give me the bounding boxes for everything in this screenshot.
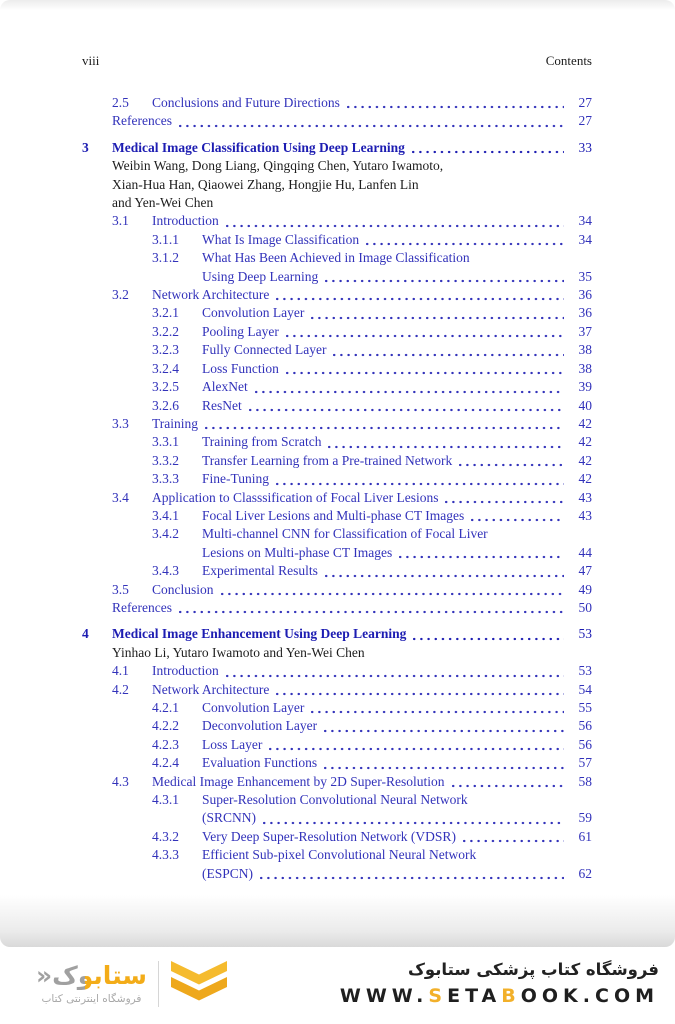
entry-title: Application to Classsification of Focal Liver Lesions [152, 489, 439, 505]
toc-row [82, 791, 592, 809]
entry-page: 47 [578, 563, 592, 579]
entry-title: Network Architecture [152, 287, 270, 303]
website-part-accent: S [428, 985, 448, 1007]
dot-leader [286, 334, 564, 338]
website-part: OOK.COM [520, 985, 659, 1007]
entry-title: Convolution Layer [202, 305, 305, 321]
dot-leader [179, 610, 564, 614]
toc-row [82, 360, 592, 378]
page-folio: viii [82, 53, 100, 68]
dot-leader [324, 729, 564, 733]
toc-row [82, 397, 592, 415]
toc-row [82, 470, 592, 488]
entry-page: 40 [578, 397, 592, 413]
toc-row [82, 507, 592, 525]
entry-title: What Has Been Achieved in Image Classification [202, 250, 470, 266]
dot-leader [325, 574, 564, 578]
entry-title: What Is Image Classification [202, 231, 360, 247]
dot-leader [347, 105, 564, 109]
entry-title: Efficient Sub-pixel Convolutional Neural Network [202, 847, 477, 863]
entry-page: 50 [578, 599, 592, 615]
entry-page: 55 [578, 700, 592, 715]
entry-number: 3 [82, 139, 89, 155]
entry-number: 3.1.1 [152, 231, 179, 247]
toc-row [82, 581, 592, 599]
entry-title: Convolution Layer [202, 700, 305, 715]
entry-number: 3.2.3 [152, 342, 179, 358]
entry-title: Medical Image Enhancement by 2D Super-Resolution [152, 773, 445, 789]
entry-title: Experimental Results [202, 563, 318, 579]
toc-row [112, 157, 592, 175]
dot-leader [463, 839, 564, 843]
toc-row [202, 268, 592, 286]
toc-row [82, 378, 592, 396]
entry-number: 3.1.2 [152, 250, 179, 266]
entry-title: Conclusions and Future Directions [152, 95, 340, 110]
toc-row [112, 599, 592, 617]
logo-wordmark-block [36, 962, 147, 1005]
entry-page: 42 [578, 415, 592, 431]
entry-page: 34 [578, 213, 592, 229]
entry-number: 3.2.4 [152, 360, 179, 376]
toc-row [82, 662, 592, 680]
entry-number: 4.2.2 [152, 718, 179, 734]
toc-row [82, 286, 592, 304]
page-header [82, 53, 592, 69]
dot-leader [324, 766, 564, 770]
dot-leader [255, 390, 564, 394]
entry-page: 43 [578, 507, 592, 523]
toc-row [82, 681, 592, 699]
toc-row [82, 304, 592, 322]
entry-title: Medical Image Classification Using Deep Learning [112, 139, 405, 155]
entry-title: Fine-Tuning [202, 471, 270, 487]
entry-number: 3.1 [112, 213, 129, 229]
dot-leader [269, 747, 564, 751]
entry-title: and Yen-Wei Chen [112, 195, 214, 211]
dot-leader [260, 876, 564, 880]
entry-page: 58 [578, 773, 592, 789]
toc-row [82, 625, 592, 643]
dot-leader [276, 297, 564, 301]
footer-store-text [340, 960, 659, 1007]
dot-leader [452, 784, 564, 788]
entry-page: 53 [578, 626, 592, 642]
store-title: فروشگاه کتاب پزشکی ستابوک [408, 960, 659, 979]
toc-row [82, 231, 592, 249]
dot-leader [413, 637, 564, 641]
entry-title: Evaluation Functions [202, 755, 318, 771]
dot-leader [325, 279, 564, 283]
entry-title: Xian-Hua Han, Qiaowei Zhang, Hongjie Hu, Lanfen Lin [112, 176, 419, 192]
entry-page: 37 [578, 323, 592, 339]
dot-leader [328, 445, 564, 449]
entry-title: Using Deep Learning [202, 268, 319, 284]
entry-page: 57 [578, 755, 592, 771]
entry-number: 3.2.1 [152, 305, 179, 321]
toc-row [82, 433, 592, 451]
entry-number: 4.2 [112, 681, 129, 697]
entry-page: 35 [578, 268, 592, 284]
toc-row [82, 562, 592, 580]
entry-number: 3.5 [112, 581, 129, 597]
toc-row [82, 699, 592, 717]
entry-title: AlexNet [202, 379, 248, 395]
page-bottom-shadow [0, 895, 675, 947]
entry-number: 3.2.6 [152, 397, 179, 413]
entry-number: 3.2 [112, 287, 129, 303]
entry-page: 53 [578, 663, 592, 679]
entry-number: 4.3.3 [152, 847, 179, 863]
entry-title: ResNet [202, 397, 242, 413]
dot-leader [276, 692, 564, 696]
entry-title: Conclusion [152, 581, 214, 597]
entry-number: 3.4.2 [152, 526, 179, 542]
toc-list [82, 94, 592, 883]
entry-page: 54 [578, 681, 592, 697]
entry-page: 61 [578, 828, 592, 844]
dot-leader [249, 408, 564, 412]
dot-leader [263, 821, 564, 825]
logo-divider [158, 961, 159, 1007]
page-top-shadow [0, 0, 675, 10]
toc-row [112, 112, 592, 130]
entry-title: Weibin Wang, Dong Liang, Qingqing Chen, Yutaro Iwamoto, [112, 158, 444, 174]
entry-page: 36 [578, 305, 592, 321]
entry-title: Pooling Layer [202, 323, 279, 339]
dot-leader [179, 124, 564, 128]
entry-number: 4.3 [112, 773, 129, 789]
entry-number: 2.5 [112, 95, 129, 110]
entry-page: 38 [578, 360, 592, 376]
toc-row [82, 212, 592, 230]
toc-row [82, 736, 592, 754]
entry-number: 3.3.2 [152, 452, 179, 468]
dot-leader [226, 674, 564, 678]
entry-title: Medical Image Enhancement Using Deep Learning [112, 626, 407, 642]
entry-title: Yinhao Li, Yutaro Iwamoto and Yen-Wei Chen [112, 644, 365, 660]
dot-leader [205, 426, 564, 430]
entry-number: 3.3 [112, 415, 129, 431]
dot-leader [471, 518, 564, 522]
toc-row [82, 773, 592, 791]
entry-number: 3.3.3 [152, 471, 179, 487]
toc-row [82, 489, 592, 507]
logo-subtitle: فروشگاه اینترنتی کتاب [41, 992, 142, 1005]
entry-title: Multi-channel CNN for Classification of Focal Liver [202, 526, 488, 542]
dot-leader [311, 316, 564, 320]
entry-number: 4.2.1 [152, 700, 179, 715]
dot-leader [399, 555, 564, 559]
toc-row [82, 139, 592, 157]
entry-number: 4.3.1 [152, 792, 179, 808]
entry-number: 3.3.1 [152, 434, 179, 450]
entry-page: 43 [578, 489, 592, 505]
entry-title: Lesions on Multi-phase CT Images [202, 544, 393, 560]
entry-number: 4 [82, 626, 89, 642]
website-part-accent: B [501, 985, 521, 1007]
entry-page: 27 [578, 95, 592, 110]
dot-leader [276, 482, 564, 486]
entry-page: 34 [578, 231, 592, 247]
entry-title: Loss Layer [202, 736, 263, 752]
entry-number: 3.2.2 [152, 323, 179, 339]
entry-page: 36 [578, 287, 592, 303]
entry-title: (SRCNN) [202, 810, 257, 826]
entry-page: 42 [578, 452, 592, 468]
toc-row [82, 717, 592, 735]
dot-leader [445, 500, 564, 504]
toc-row [82, 341, 592, 359]
entry-page: 38 [578, 342, 592, 358]
double-chevron-down-icon [170, 961, 228, 1007]
entry-title: References [112, 113, 172, 129]
toc-row [202, 865, 592, 883]
entry-number: 3.4.1 [152, 507, 179, 523]
toc-row [82, 94, 592, 112]
entry-title: Training [152, 415, 199, 431]
bookstore-footer [0, 947, 675, 1024]
entry-number: 3.2.5 [152, 379, 179, 395]
entry-title: References [112, 599, 172, 615]
toc-row [82, 249, 592, 267]
entry-number: 4.2.4 [152, 755, 179, 771]
entry-title: Introduction [152, 663, 219, 679]
entry-title: Loss Function [202, 360, 279, 376]
entry-page: 56 [578, 718, 592, 734]
entry-page: 49 [578, 581, 592, 597]
entry-title: Deconvolution Layer [202, 718, 318, 734]
dot-leader [412, 150, 564, 154]
entry-title: Fully Connected Layer [202, 342, 327, 358]
entry-page: 56 [578, 736, 592, 752]
entry-number: 4.3.2 [152, 828, 179, 844]
toc-row [82, 828, 592, 846]
dot-leader [333, 353, 564, 357]
website-part: ETA [447, 985, 502, 1007]
entry-page: 42 [578, 471, 592, 487]
toc-row [82, 846, 592, 864]
toc-row [112, 644, 592, 662]
entry-number: 4.1 [112, 663, 129, 679]
toc-row [82, 754, 592, 772]
entry-title: Super-Resolution Convolutional Neural Network [202, 792, 468, 808]
entry-page: 44 [578, 544, 592, 560]
entry-number: 3.4 [112, 489, 129, 505]
toc-row [202, 809, 592, 827]
entry-title: Introduction [152, 213, 219, 229]
dot-leader [459, 463, 564, 467]
entry-title: Transfer Learning from a Pre-trained Network [202, 452, 453, 468]
setabook-logo [36, 961, 228, 1007]
entry-page: 59 [578, 810, 592, 826]
setabook-wordmark: ستابوک« [36, 961, 147, 991]
dot-leader [286, 371, 564, 375]
entry-page: 27 [578, 113, 592, 129]
entry-number: 4.2.3 [152, 736, 179, 752]
toc-row [112, 176, 592, 194]
toc-row [202, 544, 592, 562]
toc-row [82, 415, 592, 433]
toc-row [112, 194, 592, 212]
entry-title: Focal Liver Lesions and Multi-phase CT Images [202, 507, 465, 523]
entry-title: Training from Scratch [202, 434, 322, 450]
dot-leader [366, 242, 564, 246]
entry-page: 33 [578, 139, 592, 155]
toc-row [82, 452, 592, 470]
dot-leader [221, 592, 564, 596]
entry-title: (ESPCN) [202, 865, 254, 881]
entry-page: 42 [578, 434, 592, 450]
entry-title: Very Deep Super-Resolution Network (VDSR) [202, 828, 456, 844]
toc-row [82, 525, 592, 543]
dot-leader [226, 224, 564, 228]
toc-row [82, 323, 592, 341]
dot-leader [311, 710, 564, 714]
entry-number: 3.4.3 [152, 563, 179, 579]
running-head: Contents [545, 53, 592, 68]
entry-title: Network Architecture [152, 681, 270, 697]
entry-page: 39 [578, 379, 592, 395]
website-url [340, 985, 659, 1007]
entry-page: 62 [578, 865, 592, 881]
website-part: WWW. [339, 985, 429, 1007]
